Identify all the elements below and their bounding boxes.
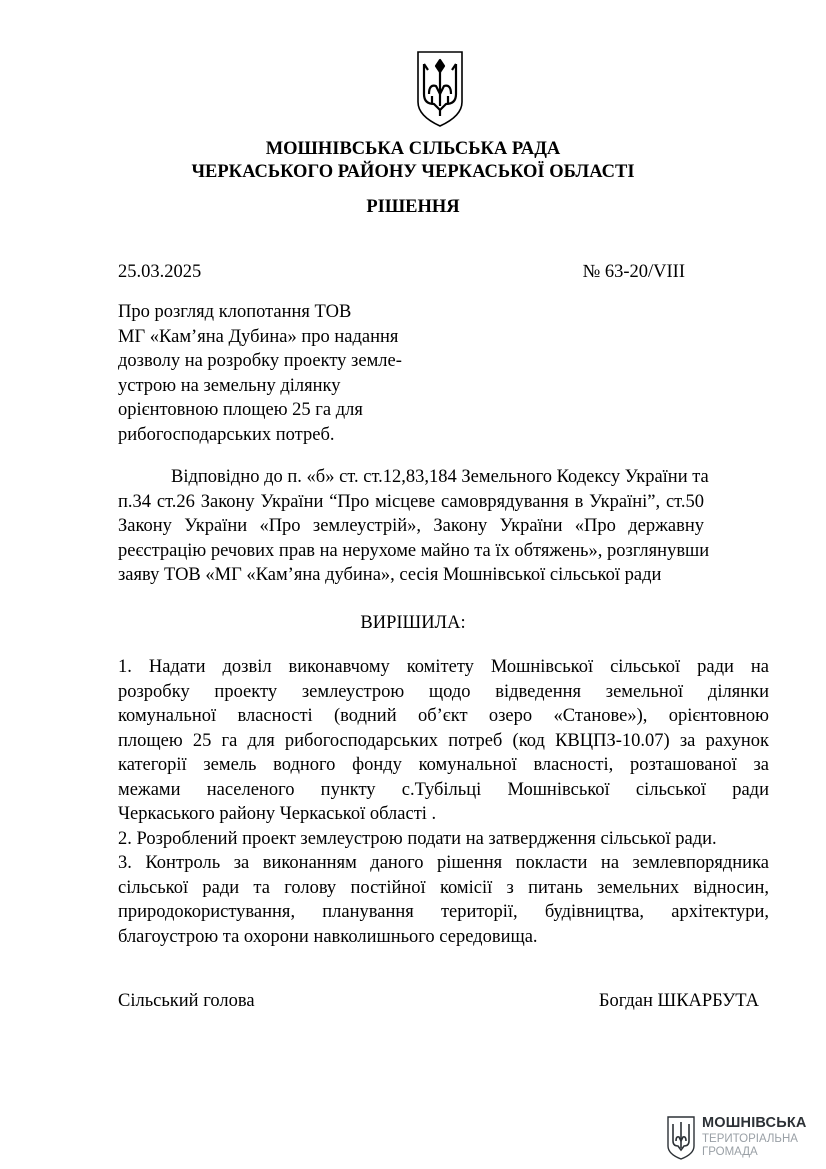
preamble-line: реєстрацію речових прав на нерухоме майно та їх обтяжень», розглянувши: [118, 540, 710, 561]
logo-subtitle-line-1: ТЕРИТОРІАЛЬНА: [702, 1133, 798, 1145]
preamble-line: Відповідно до п. «б» ст. ст.12,83,184 Земельного Кодексу України та: [171, 467, 709, 487]
community-logo: [666, 1114, 807, 1164]
coat-of-arms-icon: [414, 50, 466, 128]
subject-line: устрою на земельну ділянку: [118, 375, 341, 396]
preamble-line: п.34 ст.26 Закону України “Про місцеве самоврядування в Україні”, ст.50: [118, 491, 704, 512]
point-line: розробку проекту землеустрою щодо відведення земельної ділянки: [118, 681, 769, 702]
subject-line: рибогосподарських потреб.: [118, 424, 335, 445]
point-line: природокористування, планування території, будівництва, архітектури,: [118, 902, 769, 922]
decision-points: [118, 655, 769, 949]
point-line: 1. Надати дозвіл виконавчому комітету Мошнівської сільської ради на: [118, 657, 769, 677]
council-name-line-1: МОШНІВСЬКА СІЛЬСЬКА РАДА: [265, 139, 561, 159]
point-line: сільської ради та голову постійної комісії з питань земельних відносин,: [118, 877, 769, 898]
preamble-line: Закону України «Про землеустрій», Закону України «Про державну: [118, 516, 704, 536]
document-date: 25.03.2025: [118, 262, 202, 282]
subject-line: орієнтовною площею 25 га для: [118, 400, 363, 420]
community-emblem-icon: [666, 1116, 696, 1160]
council-name-line-2: ЧЕРКАСЬКОГО РАЙОНУ ЧЕРКАСЬКОЇ ОБЛАСТІ: [191, 162, 635, 182]
point-line: межами населеного пункту с.Тубільці Мошнівської сільської ради: [118, 779, 769, 800]
point-line: категорії земель водного фонду комунальної власності, розташованої за: [118, 755, 769, 775]
logo-name: МОШНІВСЬКА: [702, 1115, 807, 1131]
subject-line: дозволу на розробку проекту земле-: [118, 351, 402, 371]
logo-subtitle-line-2: ГРОМАДА: [702, 1146, 758, 1158]
decision-subject: [118, 300, 438, 447]
point-line: 3. Контроль за виконанням даного рішення покласти на землевпорядника: [118, 853, 769, 873]
signatory-name: Богдан ШКАРБУТА: [598, 991, 759, 1011]
subject-line: Про розгляд клопотання ТОВ: [118, 302, 352, 322]
point-line: площею 25 га для рибогосподарських потреб (код КВЦПЗ-10.07) за рахунок: [118, 730, 769, 751]
point-line: комунальної власності (водний об’єкт озеро «Станове»), орієнтовною: [118, 706, 769, 726]
point-line: Черкаського району Черкаської області .: [118, 804, 437, 824]
subject-line: МГ «Кам’яна Дубина» про надання: [118, 326, 399, 347]
point-line: благоустрою та охорони навколишнього середовища.: [118, 926, 538, 947]
preamble-line: заяву ТОВ «МГ «Кам’яна дубина», сесія Мошнівської сільської ради: [118, 565, 662, 585]
preamble-paragraph: [118, 465, 710, 588]
document-number: № 63-20/VIII: [582, 262, 685, 282]
decided-heading: ВИРІШИЛА:: [360, 613, 466, 633]
signatory-position: Сільський голова: [118, 991, 255, 1011]
point-line: 2. Розроблений проект землеустрою подати на затвердження сільської ради.: [118, 828, 717, 849]
document-type: РІШЕННЯ: [366, 197, 460, 217]
council-name: [0, 138, 826, 184]
